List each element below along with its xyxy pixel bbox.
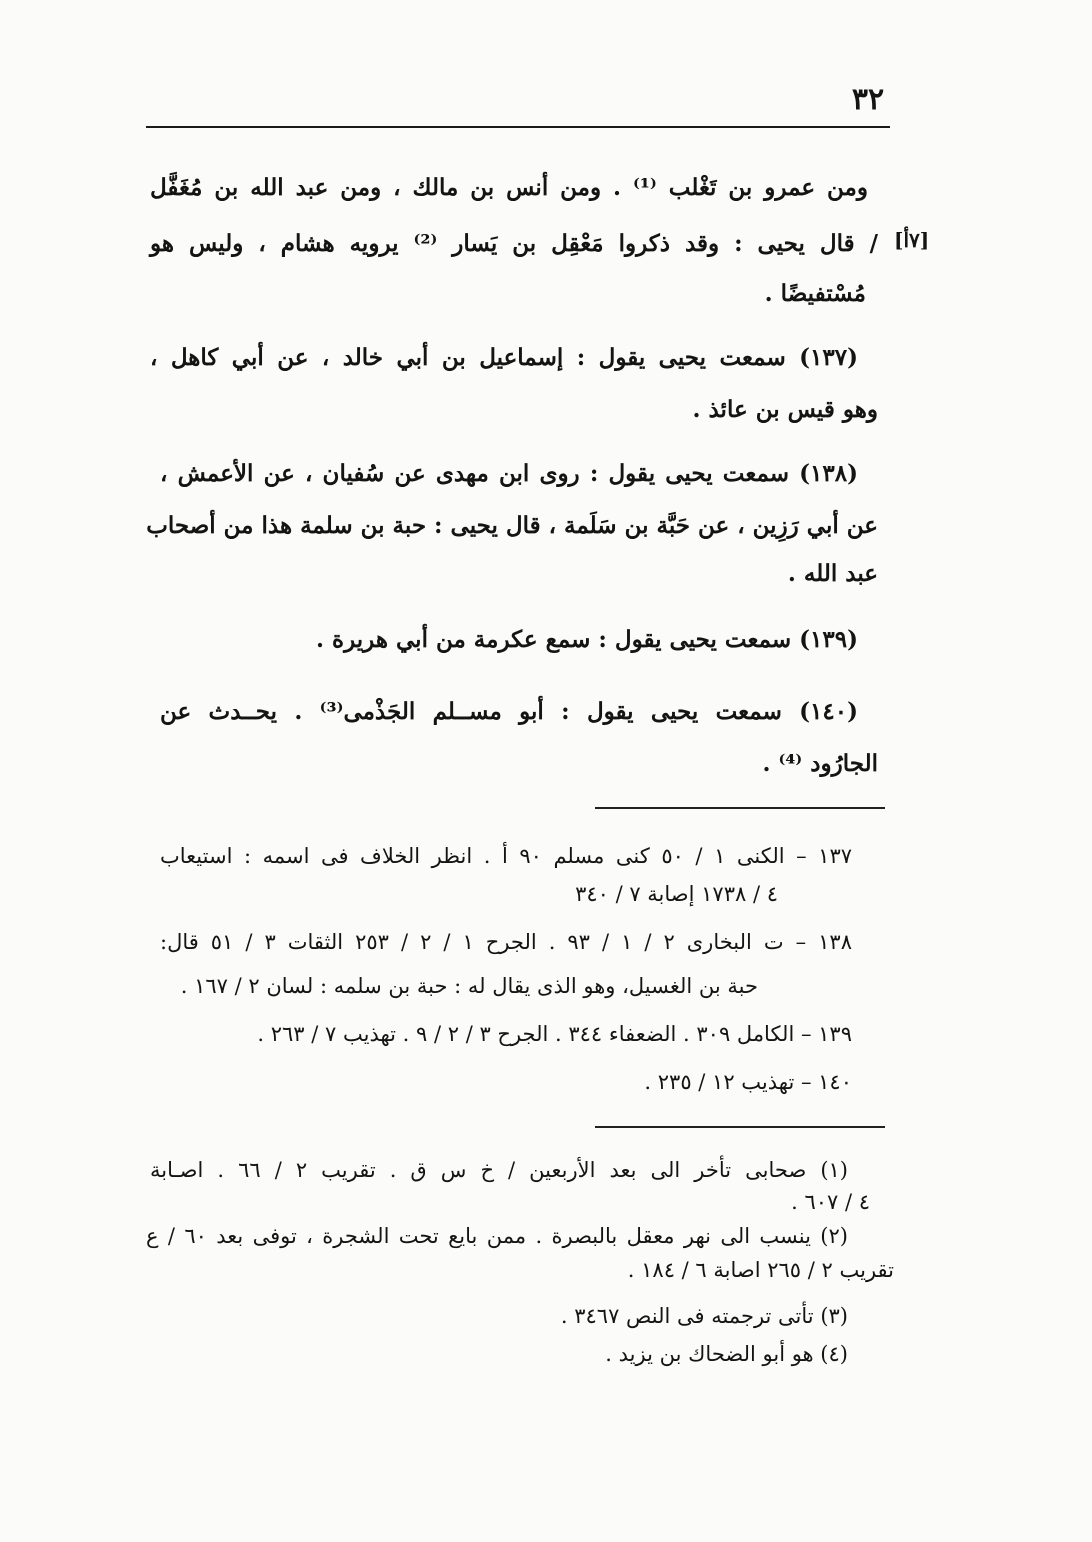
reference-138-line-2: حبة بن الغسيل، وهو الذى يقال له : حبة بن سلمه : لسان ٢ / ١٦٧ .: [180, 974, 758, 998]
footnote-2-line-2: تقريب ٢ / ٢٦٥ اصابة ٦ / ١٨٤ .: [627, 1258, 894, 1282]
footnote-4: (٤) هو أبو الضحاك بن يزيد .: [605, 1342, 848, 1366]
footnotes-separator: [595, 1126, 885, 1128]
paragraph-139-line-1: (١٣٩) سمعت يحيى يقول : سمع عكرمة من أبي هريرة .: [316, 626, 858, 653]
page-number: ٣٢: [851, 82, 885, 117]
paragraph-138-line-2: عن أبي رَزِين ، عن حَبَّة بن سَلَمة ، قال يحيى : حبة بن سلمة هذا من أصحاب: [146, 512, 878, 539]
paragraph-140-line-2: الجارُود ⁽⁴⁾ .: [762, 750, 878, 777]
reference-138-line-1: ١٣٨ – ت البخارى ٢ / ١ / ٩٣ . الجرح ١ / ٢ / ٢٥٣ الثقات ٣ / ٥١ قال:: [160, 930, 852, 954]
footnote-1-line-1: (١) صحابى تأخر الى بعد الأربعين / خ س ق . تقريب ٢ / ٦٦ . اصـابة: [150, 1158, 848, 1182]
paragraph-137-line-2: وهو قيس بن عائذ .: [692, 396, 878, 423]
reference-137-line-1: ١٣٧ – الكنى ١ / ٥٠ كنى مسلم ٩٠ أ . انظر الخلاف فى اسمه : استيعاب: [160, 844, 853, 868]
reference-140: ١٤٠ – تهذيب ١٢ / ٢٣٥ .: [644, 1070, 852, 1094]
footnote-2-line-1: (٢) ينسب الى نهر معقل بالبصرة . ممن بايع تحت الشجرة ، توفى بعد ٦٠ / ع: [146, 1224, 848, 1248]
paragraph-138-line-1: (١٣٨) سمعت يحيى يقول : روى ابن مهدى عن سُفيان ، عن الأعمش ،: [160, 460, 858, 487]
intro-line-3: مُسْتفيضًا .: [764, 280, 866, 307]
footnote-1-line-2: ٤ / ٦٠٧ .: [791, 1190, 870, 1214]
references-separator: [595, 807, 885, 809]
manuscript-folio-marker: [٧أ]: [894, 228, 930, 252]
intro-line-2: / قال يحيى : وقد ذكروا مَعْقِل بن يَسار ⁽²⁾ يرويه هشام ، وليس هو: [150, 230, 878, 257]
footnote-3: (٣) تأتى ترجمته فى النص ٣٤٦٧ .: [560, 1304, 848, 1328]
paragraph-140-line-1: (١٤٠) سمعت يحيى يقول : أبو مســلم الجَذْمى⁽³⁾ . يحــدث عن: [160, 698, 858, 725]
intro-line-1: ومن عمرو بن تَغْلب ⁽¹⁾ . ومن أنس بن مالك ، ومن عبد الله بن مُغَفَّل: [150, 174, 868, 201]
reference-139: ١٣٩ – الكامل ٣٠٩ . الضعفاء ٣٤٤ . الجرح ٣ / ٢ / ٩ . تهذيب ٧ / ٢٦٣ .: [257, 1022, 852, 1046]
paragraph-138-line-3: عبد الله .: [787, 560, 878, 587]
header-rule: [146, 126, 890, 128]
paragraph-137-line-1: (١٣٧) سمعت يحيى يقول : إسماعيل بن أبي خالد ، عن أبي كاهل ،: [150, 344, 858, 371]
reference-137-line-2: ٤ / ١٧٣٨ إصابة ٧ / ٣٤٠: [575, 882, 778, 906]
